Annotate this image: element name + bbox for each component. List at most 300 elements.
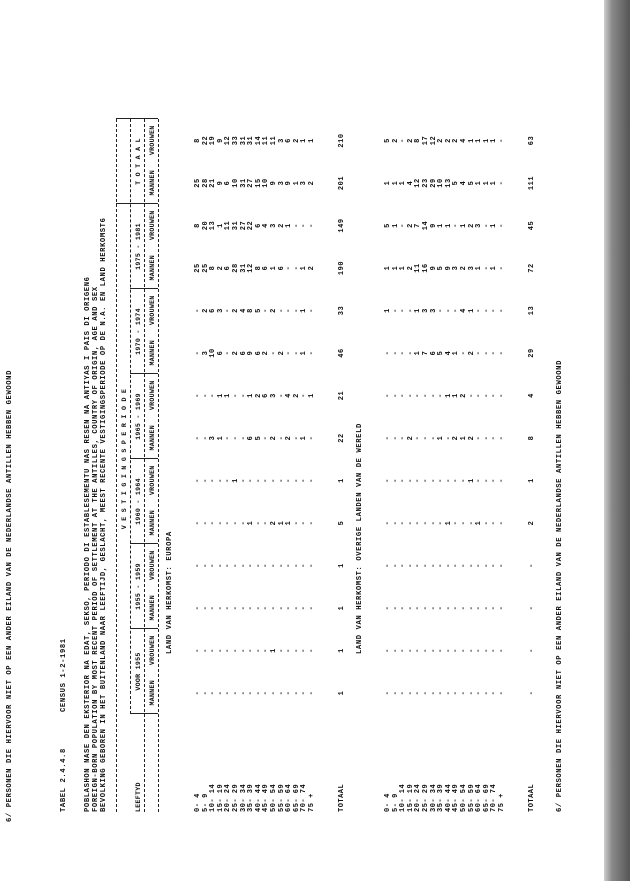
table-cell: - [308,350,316,356]
table-cell: 1 [475,265,484,271]
table-cell: - [460,350,468,356]
table-cell: - [254,520,263,526]
table-cell: - [285,563,294,568]
table-cell: - [444,308,453,313]
table-cell: - [262,605,271,611]
table-cell: - [414,605,423,611]
table-cell: - [300,563,309,568]
table-cell: 1 [216,223,225,228]
table-cell: 25 [194,263,202,273]
table-cell: 11 [414,263,423,273]
table-cell: - [194,350,202,356]
table-cell: - [498,350,506,356]
table-cell: 2 [391,138,400,143]
table-cell: 1 [285,223,294,228]
table-cell: - [194,690,202,696]
table-cell: 7 [422,350,430,356]
table-cell: 9 [429,265,438,271]
total-cell: - [527,563,536,568]
table-cell: 5 [384,138,392,143]
table-cell: - [490,563,499,568]
table-cell: 1 [467,478,476,483]
period-header: V E S T I G I N G S P E R I O D E [121,388,128,530]
table-cell: - [384,605,392,611]
table-cell: 8 [194,223,202,228]
total-cell: 22 [337,433,346,443]
table-cell: - [247,478,256,483]
table-cell: - [498,690,506,696]
mannen-label: MANNEN [149,169,156,196]
table-cell: - [422,690,430,696]
table-cell: 1 [467,138,476,143]
table-cell: - [277,435,286,441]
table-cell: 2 [444,138,453,143]
age-group-label: 60- 64 [475,783,484,812]
table-cell: - [490,520,499,526]
table-cell: 1 [475,180,484,186]
table-cell: 2 [292,138,301,143]
table-cell: 31 [247,135,256,146]
age-group-label: 0- 4 [194,793,202,812]
table-cell: 25 [194,178,202,188]
table-cell: 12 [429,135,438,146]
table-cell: - [308,520,316,526]
table-cell: - [277,690,286,696]
table-cell: - [285,690,294,696]
table-cell: - [482,393,491,398]
table-cell: - [467,393,476,398]
total-cell: 149 [337,218,346,233]
table-cell: - [482,563,491,568]
table-cell: 6 [254,350,263,356]
age-group-label: 25- 29 [232,783,240,812]
age-group-label: 20- 24 [414,783,423,812]
table-cell: - [262,308,271,313]
table-cell: 10 [262,178,271,188]
table-cell: - [482,350,491,356]
age-group-label: 75 + [308,793,316,812]
table-cell: 27 [247,178,256,188]
table-cell: 11 [270,135,278,146]
table-cell: - [452,223,461,228]
table-cell: 1 [399,180,408,186]
table-cell: - [391,435,400,441]
table-cell: 6 [277,265,286,271]
period-label: 1965 - 1969 [135,393,142,440]
table-cell: 2 [452,138,461,143]
table-cell: - [406,690,415,696]
table-cell: - [292,605,301,611]
table-cell: 4 [460,308,468,313]
section-title: LAND VAN HERKOMST: OVERIGE LANDEN VAN DE WERELD [356,423,364,654]
table-cell: 1 [414,308,423,313]
table-row [308,119,316,812]
table-cell: 6 [224,265,233,271]
table-cell: - [232,605,240,611]
table-cell: 21 [209,178,218,188]
table-cell: 9 [429,223,438,228]
table-cell: - [285,605,294,611]
table-cell: - [406,350,415,356]
table-cell: - [437,690,446,696]
table-cell: 6 [285,138,294,143]
table-cell: 1 [247,520,256,526]
table-cell: - [201,520,210,526]
age-group-label: 5- 9 [201,793,210,812]
table-cell: 4 [262,223,271,228]
age-group-label: 35- 39 [437,783,446,812]
table-cell: - [452,308,461,313]
age-group-label: 60- 64 [285,783,294,812]
table-cell: - [482,648,491,653]
table-cell: 2 [406,435,415,441]
age-group-label: 65- 69 [292,783,301,812]
total-cell: 190 [337,260,346,276]
table-cell: 1 [308,393,316,398]
table-cell: - [239,478,248,483]
table-cell: - [490,605,499,611]
table-cell: - [224,520,233,526]
table-cell: - [216,478,225,483]
total-cell: - [527,648,536,653]
total-cell: 1 [337,605,346,611]
total-row [338,119,346,812]
table-cell: - [406,308,415,313]
table-cell: - [292,223,301,228]
total-cell: 8 [527,435,536,441]
table-cell: - [262,478,271,483]
table-cell: 7 [414,223,423,228]
total-cell: 1 [527,478,536,483]
table-cell: - [399,138,408,143]
header-rule-sub [144,119,145,812]
table-cell: - [490,648,499,653]
table-cell: 1 [490,223,499,228]
table-cell: 11 [262,135,271,146]
table-cell: - [277,393,286,398]
total-cell: 1 [337,478,346,483]
table-cell: - [201,393,210,398]
table-cell: - [391,563,400,568]
table-cell: - [444,690,453,696]
total-cell: 210 [337,133,346,148]
table-cell: 2 [254,393,263,398]
table-cell: 4 [460,180,468,186]
table-cell: 3 [429,308,438,313]
table-cell: - [490,350,499,356]
table-cell: 8 [247,308,256,313]
table-cell: - [444,435,453,441]
age-group-label: 55- 59 [467,783,476,812]
vrouwen-label: VROUWEN [149,210,156,241]
table-cell: 9 [285,180,294,186]
table-cell: 3 [475,223,484,228]
table-cell: - [444,563,453,568]
table-cell: - [270,563,278,568]
table-cell: - [422,648,430,653]
table-cell: - [406,478,415,483]
table-cell: - [232,435,240,441]
table-cell: 1 [285,520,294,526]
table-cell: - [391,520,400,526]
total-cell: - [527,605,536,611]
table-cell: - [399,393,408,398]
table-cell: - [498,265,506,271]
table-cell: - [475,563,484,568]
table-cell: 10 [232,178,240,188]
table-cell: - [247,648,256,653]
age-group-label: 5- 9 [391,793,400,812]
table-cell: - [399,605,408,611]
table-cell: - [262,435,271,441]
table-cell: 1 [277,520,286,526]
table-cell: 2 [270,308,278,313]
table-cell: - [224,435,233,441]
table-cell: 1 [300,138,309,143]
table-cell: 2 [262,350,271,356]
age-group-label: 10- 14 [209,783,218,812]
table-cell: - [414,393,423,398]
table-cell: 1 [460,223,468,228]
table-cell: - [399,478,408,483]
table-cell: - [308,690,316,696]
age-group-label: 70- 74 [300,783,309,812]
table-cell: - [498,180,506,186]
table-cell: - [194,478,202,483]
table-cell: 2 [437,138,446,143]
table-cell: - [201,478,210,483]
table-cell: 4 [444,350,453,356]
table-cell: - [239,605,248,611]
age-group-label: 0- 4 [384,793,392,812]
table-cell: - [490,435,499,441]
table-cell: 1 [224,393,233,398]
table-cell: 1 [467,308,476,313]
table-cell: 5 [467,180,476,186]
table-cell: 6 [262,265,271,271]
total-cell: 1 [337,563,346,568]
table-cell: 5 [254,308,263,313]
table-cell: 25 [201,263,210,273]
table-cell: - [444,648,453,653]
table-cell: 8 [254,265,263,271]
table-cell: - [467,563,476,568]
table-cell: - [232,648,240,653]
table-cell: - [406,393,415,398]
table-cell: 1 [452,393,461,398]
table-cell: - [452,690,461,696]
table-cell: - [300,393,309,398]
table-cell: 1 [247,393,256,398]
table-cell: 4 [239,308,248,313]
table-cell: 1 [437,223,446,228]
table-cell: 19 [209,135,218,146]
total-cell: 2 [527,520,536,526]
table-cell: - [262,648,271,653]
table-cell: 1 [391,223,400,228]
table-cell: - [391,605,400,611]
table-cell: - [414,520,423,526]
table-cell: 1 [399,265,408,271]
table-cell: - [490,478,499,483]
section-title: LAND VAN HERKOMST: EUROPA [166,531,174,654]
table-cell: - [429,648,438,653]
table-cell: - [224,690,233,696]
table-cell: 13 [444,178,453,188]
table-cell: 2 [201,308,210,313]
header-rule-bottom [158,119,159,812]
table-cell: - [209,520,218,526]
table-cell: - [422,393,430,398]
table-cell: - [406,563,415,568]
table-cell: 5 [452,180,461,186]
table-cell: 9 [444,265,453,271]
table-cell: - [391,690,400,696]
total-cell: 46 [337,348,346,358]
table-cell: 4 [406,180,415,186]
table-cell: 6 [239,350,248,356]
table-cell: - [239,520,248,526]
table-cell: - [482,223,491,228]
table-cell: 3 [467,265,476,271]
table-cell: - [224,308,233,313]
table-cell: - [391,478,400,483]
table-cell: - [490,393,499,398]
table-cell: - [308,648,316,653]
table-cell: - [452,605,461,611]
table-cell: - [277,648,286,653]
table-cell: 1 [270,648,278,653]
table-cell: 3 [216,308,225,313]
table-cell: - [384,350,392,356]
table-cell: - [308,605,316,611]
table-cell: 6 [224,180,233,186]
total-cell: 63 [527,135,536,146]
table-cell: 28 [232,263,240,273]
table-cell: - [422,605,430,611]
table-cell: - [475,478,484,483]
table-cell: - [452,563,461,568]
table-cell: - [467,648,476,653]
table-cell: - [300,690,309,696]
table-cell: - [254,690,263,696]
table-cell: - [399,690,408,696]
table-cell: - [247,690,256,696]
table-cell: 1 [232,478,240,483]
table-cell: - [437,563,446,568]
table-cell: - [239,435,248,441]
table-cell: - [422,563,430,568]
rotated-page [6,22,608,842]
table-cell: - [437,605,446,611]
table-cell: - [384,478,392,483]
table-cell: - [429,563,438,568]
table-cell: - [232,563,240,568]
table-cell: 2 [460,265,468,271]
table-cell: - [460,648,468,653]
age-group-label: 15- 19 [406,783,415,812]
table-cell: - [498,648,506,653]
table-cell: - [406,605,415,611]
table-cell: 1 [475,138,484,143]
table-cell: - [475,690,484,696]
table-cell: 2 [232,308,240,313]
table-cell: 2 [277,350,286,356]
table-cell: 23 [422,178,430,188]
table-cell: - [490,308,499,313]
age-group-label: 10- 14 [399,783,408,812]
table-cell: - [232,393,240,398]
total-cell: 111 [527,175,536,191]
mannen-label: MANNEN [149,679,156,706]
table-cell: - [460,520,468,526]
table-cell: - [216,605,225,611]
table-id: TABEL 2.4.4.8 [60,748,68,812]
mannen-label: MANNEN [149,594,156,621]
table-cell: - [292,563,301,568]
table-cell: 6 [247,435,256,441]
table-cell: - [201,563,210,568]
table-cell: 2 [232,350,240,356]
table-cell: - [429,435,438,441]
table-cell: - [452,648,461,653]
table-cell: - [498,435,506,441]
table-cell: - [262,520,271,526]
table-cell: - [285,308,294,313]
table-cell: 31 [232,220,240,231]
table-cell: - [475,435,484,441]
table-cell: 5 [384,223,392,228]
table-cell: 10 [209,348,218,358]
table-cell: - [224,605,233,611]
table-cell: 3 [201,350,210,356]
period-label: 1975 - 1981 [135,223,142,270]
table-cell: 1 [216,435,225,441]
table-cell: - [399,350,408,356]
table-cell: - [475,308,484,313]
table-cell: - [292,478,301,483]
table-cell: 2 [452,435,461,441]
census-label: CENSUS 1-2-1981 [60,638,68,712]
table-cell: 28 [201,178,210,188]
table-cell: - [201,435,210,441]
table-cell: 22 [247,220,256,231]
table-cell: - [399,520,408,526]
header-rule-top [116,119,117,812]
table-cell: 2 [270,435,278,441]
table-cell: - [414,478,423,483]
total-label: TOTAAL [527,783,536,812]
table-cell: - [482,478,491,483]
table-cell: - [498,223,506,228]
table-cell: - [277,563,286,568]
mannen-label: MANNEN [149,509,156,536]
table-cell: 9 [247,350,256,356]
period-label: 1960 - 1964 [135,478,142,525]
table-cell: - [300,223,309,228]
table-cell: - [224,350,233,356]
table-cell: 6 [254,223,263,228]
table-cell: 1 [300,265,309,271]
table-cell: - [194,648,202,653]
table-cell: 31 [239,263,248,273]
table-cell: - [224,563,233,568]
footnote: 6/ PERSONEN DIE HIERVOOR NIET OP EEN ANDER EILAND VAN DE NEDERLANDSE ANTILLEN HEBBEN GEWOOND [556,359,564,812]
table-cell: - [498,393,506,398]
table-cell: 1 [444,393,453,398]
table-cell: - [399,435,408,441]
table-cell: 2 [406,138,415,143]
